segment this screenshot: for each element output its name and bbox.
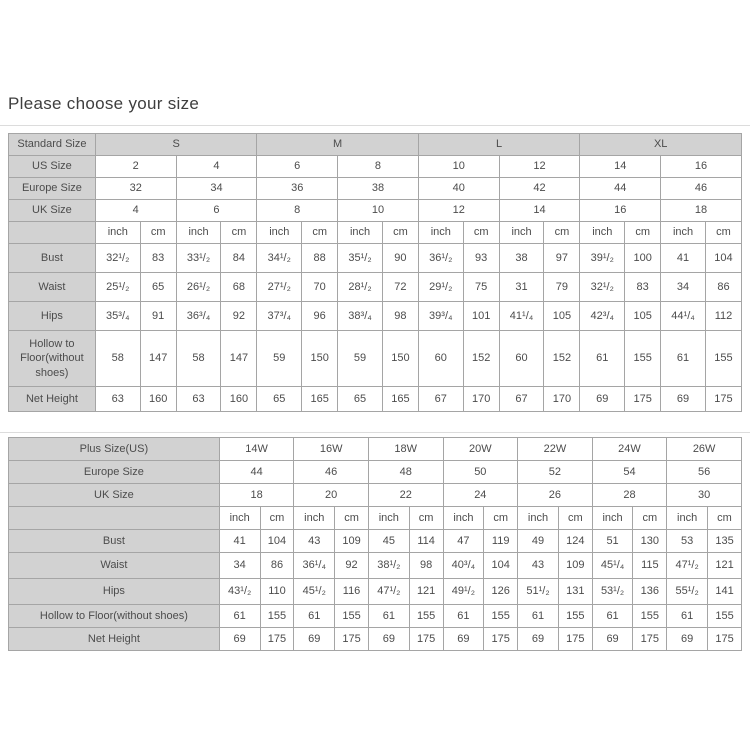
measure-cell: 121	[708, 553, 742, 579]
unit-cell: inch	[443, 507, 484, 530]
measure-cell: 69	[661, 387, 706, 412]
size-row	[9, 438, 742, 461]
unit-cell: inch	[257, 222, 302, 244]
measure-cell: 98	[409, 553, 443, 579]
measure-cell: 38³/₄	[338, 302, 383, 331]
size-value-cell: 42	[499, 178, 580, 200]
size-value-cell: 2	[95, 156, 176, 178]
measure-cell: 90	[382, 244, 418, 273]
unit-cell: cm	[705, 222, 741, 244]
measure-cell: 43¹/₂	[219, 579, 260, 605]
measure-cell: 135	[708, 530, 742, 553]
measure-cell: 60	[418, 331, 463, 387]
unit-cell: inch	[294, 507, 335, 530]
unit-cell: cm	[302, 222, 338, 244]
unit-cell: inch	[176, 222, 221, 244]
measure-cell: 155	[558, 605, 592, 628]
size-value-cell: 4	[95, 200, 176, 222]
size-value-cell: 10	[338, 200, 419, 222]
measure-cell: 65	[257, 387, 302, 412]
row-label: Hips	[9, 302, 96, 331]
measure-cell: 155	[484, 605, 518, 628]
measure-cell: 39³/₄	[418, 302, 463, 331]
measure-cell: 47	[443, 530, 484, 553]
measure-cell: 53	[667, 530, 708, 553]
measure-cell: 45¹/₂	[294, 579, 335, 605]
size-row	[9, 178, 742, 200]
measure-cell: 34¹/₂	[257, 244, 302, 273]
measure-cell: 26¹/₂	[176, 273, 221, 302]
unit-cell: inch	[667, 507, 708, 530]
measure-cell: 35¹/₂	[338, 244, 383, 273]
measure-cell: 28¹/₂	[338, 273, 383, 302]
measure-cell: 100	[625, 244, 661, 273]
measure-cell: 109	[558, 553, 592, 579]
measure-row	[9, 553, 742, 579]
measure-cell: 119	[484, 530, 518, 553]
measure-cell: 38¹/₂	[368, 553, 409, 579]
measure-cell: 130	[633, 530, 667, 553]
measure-cell: 155	[633, 605, 667, 628]
unit-row	[9, 222, 742, 244]
measure-cell: 33¹/₂	[176, 244, 221, 273]
measure-cell: 112	[705, 302, 741, 331]
size-value-cell: 8	[338, 156, 419, 178]
measure-cell: 165	[382, 387, 418, 412]
measure-cell: 88	[302, 244, 338, 273]
separator-line-2	[0, 432, 750, 433]
measure-cell: 165	[302, 387, 338, 412]
size-group-cell: M	[257, 134, 419, 156]
row-label: Europe Size	[9, 461, 220, 484]
measure-cell: 121	[409, 579, 443, 605]
separator-line	[0, 125, 750, 126]
unit-row-label-cell	[9, 222, 96, 244]
measure-cell: 25¹/₂	[95, 273, 140, 302]
measure-cell: 105	[544, 302, 580, 331]
measure-cell: 65	[140, 273, 176, 302]
size-value-cell: 56	[667, 461, 742, 484]
measure-cell: 126	[484, 579, 518, 605]
unit-cell: cm	[463, 222, 499, 244]
size-value-cell: 38	[338, 178, 419, 200]
size-value-cell: 16	[661, 156, 742, 178]
measure-cell: 40³/₄	[443, 553, 484, 579]
measure-cell: 38	[499, 244, 544, 273]
row-label: US Size	[9, 156, 96, 178]
measure-cell: 114	[409, 530, 443, 553]
measure-cell: 36¹/₄	[294, 553, 335, 579]
measure-cell: 155	[625, 331, 661, 387]
page-title: Please choose your size	[8, 94, 200, 113]
unit-cell: inch	[418, 222, 463, 244]
measure-cell: 92	[221, 302, 257, 331]
measure-cell: 67	[499, 387, 544, 412]
measure-cell: 58	[95, 331, 140, 387]
measure-cell: 45	[368, 530, 409, 553]
size-value-cell: 26	[518, 484, 593, 507]
measure-cell: 67	[418, 387, 463, 412]
measure-cell: 61	[661, 331, 706, 387]
measure-cell: 37³/₄	[257, 302, 302, 331]
measure-cell: 61	[219, 605, 260, 628]
measure-row	[9, 273, 742, 302]
measure-cell: 115	[633, 553, 667, 579]
size-group-cell: S	[95, 134, 257, 156]
measure-cell: 101	[463, 302, 499, 331]
measure-cell: 59	[338, 331, 383, 387]
measure-cell: 175	[708, 628, 742, 651]
measure-cell: 75	[463, 273, 499, 302]
unit-cell: inch	[95, 222, 140, 244]
measure-cell: 43	[294, 530, 335, 553]
size-value-cell: 20	[294, 484, 369, 507]
measure-cell: 105	[625, 302, 661, 331]
measure-cell: 69	[518, 628, 559, 651]
size-row	[9, 200, 742, 222]
row-label: Waist	[9, 273, 96, 302]
row-label: Waist	[9, 553, 220, 579]
size-row	[9, 156, 742, 178]
measure-cell: 68	[221, 273, 257, 302]
size-value-cell: 28	[592, 484, 667, 507]
row-label: UK Size	[9, 484, 220, 507]
measure-cell: 61	[368, 605, 409, 628]
measure-cell: 131	[558, 579, 592, 605]
measure-cell: 61	[667, 605, 708, 628]
measure-cell: 175	[260, 628, 294, 651]
size-row	[9, 484, 742, 507]
unit-cell: inch	[499, 222, 544, 244]
measure-cell: 31	[499, 273, 544, 302]
unit-cell: inch	[580, 222, 625, 244]
size-value-cell: 22	[368, 484, 443, 507]
measure-row	[9, 244, 742, 273]
measure-cell: 69	[592, 628, 633, 651]
measure-cell: 69	[667, 628, 708, 651]
row-label: Hips	[9, 579, 220, 605]
row-label: Bust	[9, 530, 220, 553]
standard-size-table	[8, 133, 742, 412]
measure-cell: 36¹/₂	[418, 244, 463, 273]
measure-cell: 70	[302, 273, 338, 302]
unit-cell: inch	[518, 507, 559, 530]
measure-cell: 59	[257, 331, 302, 387]
size-value-cell: 12	[418, 200, 499, 222]
measure-cell: 61	[518, 605, 559, 628]
measure-cell: 49¹/₂	[443, 579, 484, 605]
unit-cell: inch	[661, 222, 706, 244]
measure-cell: 86	[260, 553, 294, 579]
measure-cell: 60	[499, 331, 544, 387]
measure-cell: 175	[705, 387, 741, 412]
size-row	[9, 461, 742, 484]
size-value-cell: 46	[294, 461, 369, 484]
measure-cell: 175	[633, 628, 667, 651]
size-value-cell: 36	[257, 178, 338, 200]
size-value-cell: 40	[418, 178, 499, 200]
size-value-cell: 52	[518, 461, 593, 484]
measure-cell: 136	[633, 579, 667, 605]
measure-cell: 69	[219, 628, 260, 651]
measure-cell: 155	[708, 605, 742, 628]
size-value-cell: 24	[443, 484, 518, 507]
row-label: UK Size	[9, 200, 96, 222]
measure-cell: 55¹/₂	[667, 579, 708, 605]
measure-cell: 104	[705, 244, 741, 273]
size-value-cell: 16W	[294, 438, 369, 461]
measure-cell: 51	[592, 530, 633, 553]
size-value-cell: 12	[499, 156, 580, 178]
measure-cell: 41¹/₄	[499, 302, 544, 331]
unit-cell: cm	[260, 507, 294, 530]
unit-cell: cm	[633, 507, 667, 530]
measure-cell: 97	[544, 244, 580, 273]
size-value-cell: 20W	[443, 438, 518, 461]
measure-cell: 91	[140, 302, 176, 331]
unit-cell: inch	[592, 507, 633, 530]
unit-cell: cm	[382, 222, 418, 244]
measure-cell: 124	[558, 530, 592, 553]
measure-cell: 116	[335, 579, 369, 605]
measure-cell: 45¹/₄	[592, 553, 633, 579]
measure-cell: 104	[260, 530, 294, 553]
measure-cell: 109	[335, 530, 369, 553]
measure-cell: 34	[219, 553, 260, 579]
unit-cell: cm	[335, 507, 369, 530]
size-value-cell: 18	[661, 200, 742, 222]
measure-cell: 61	[580, 331, 625, 387]
measure-cell: 32¹/₂	[95, 244, 140, 273]
measure-row	[9, 579, 742, 605]
measure-cell: 69	[368, 628, 409, 651]
measure-cell: 39¹/₂	[580, 244, 625, 273]
measure-cell: 155	[705, 331, 741, 387]
measure-cell: 170	[463, 387, 499, 412]
size-value-cell: 14	[499, 200, 580, 222]
measure-cell: 98	[382, 302, 418, 331]
measure-cell: 63	[176, 387, 221, 412]
measure-cell: 83	[625, 273, 661, 302]
unit-cell: inch	[368, 507, 409, 530]
measure-cell: 47¹/₂	[368, 579, 409, 605]
size-group-cell: XL	[580, 134, 742, 156]
measure-cell: 155	[409, 605, 443, 628]
unit-row-label-cell	[9, 507, 220, 530]
measure-row	[9, 628, 742, 651]
measure-cell: 160	[221, 387, 257, 412]
size-value-cell: 32	[95, 178, 176, 200]
group-header-label: Standard Size	[9, 134, 96, 156]
unit-cell: cm	[544, 222, 580, 244]
size-value-cell: 6	[176, 200, 257, 222]
measure-cell: 69	[294, 628, 335, 651]
row-label: Net Height	[9, 387, 96, 412]
measure-cell: 150	[382, 331, 418, 387]
size-group-cell: L	[418, 134, 580, 156]
measure-cell: 51¹/₂	[518, 579, 559, 605]
size-value-cell: 10	[418, 156, 499, 178]
size-value-cell: 18W	[368, 438, 443, 461]
row-label: Plus Size(US)	[9, 438, 220, 461]
unit-row	[9, 507, 742, 530]
measure-cell: 61	[294, 605, 335, 628]
unit-cell: cm	[409, 507, 443, 530]
size-value-cell: 44	[580, 178, 661, 200]
measure-cell: 42³/₄	[580, 302, 625, 331]
unit-cell: inch	[219, 507, 260, 530]
measure-cell: 155	[260, 605, 294, 628]
size-value-cell: 46	[661, 178, 742, 200]
size-value-cell: 22W	[518, 438, 593, 461]
row-label: Hollow to Floor(without shoes)	[9, 605, 220, 628]
row-label: Hollow to Floor(without shoes)	[9, 331, 96, 387]
measure-cell: 175	[409, 628, 443, 651]
measure-cell: 96	[302, 302, 338, 331]
size-value-cell: 18	[219, 484, 294, 507]
measure-cell: 58	[176, 331, 221, 387]
measure-row	[9, 302, 742, 331]
measure-cell: 69	[580, 387, 625, 412]
size-value-cell: 48	[368, 461, 443, 484]
measure-cell: 43	[518, 553, 559, 579]
size-value-cell: 14W	[219, 438, 294, 461]
measure-cell: 27¹/₂	[257, 273, 302, 302]
measure-cell: 61	[592, 605, 633, 628]
measure-cell: 104	[484, 553, 518, 579]
size-value-cell: 54	[592, 461, 667, 484]
group-header-row	[9, 134, 742, 156]
measure-cell: 49	[518, 530, 559, 553]
measure-cell: 32¹/₂	[580, 273, 625, 302]
unit-cell: cm	[221, 222, 257, 244]
measure-cell: 47¹/₂	[667, 553, 708, 579]
measure-cell: 175	[484, 628, 518, 651]
size-value-cell: 14	[580, 156, 661, 178]
plus-size-table	[8, 437, 742, 651]
size-value-cell: 4	[176, 156, 257, 178]
measure-row	[9, 605, 742, 628]
measure-cell: 170	[544, 387, 580, 412]
measure-cell: 160	[140, 387, 176, 412]
measure-cell: 152	[544, 331, 580, 387]
unit-cell: cm	[484, 507, 518, 530]
measure-cell: 92	[335, 553, 369, 579]
measure-cell: 150	[302, 331, 338, 387]
measure-cell: 175	[625, 387, 661, 412]
measure-cell: 34	[661, 273, 706, 302]
row-label: Europe Size	[9, 178, 96, 200]
measure-cell: 86	[705, 273, 741, 302]
measure-cell: 175	[335, 628, 369, 651]
size-value-cell: 16	[580, 200, 661, 222]
size-value-cell: 30	[667, 484, 742, 507]
size-value-cell: 44	[219, 461, 294, 484]
measure-cell: 141	[708, 579, 742, 605]
measure-cell: 83	[140, 244, 176, 273]
measure-cell: 93	[463, 244, 499, 273]
row-label: Bust	[9, 244, 96, 273]
measure-cell: 65	[338, 387, 383, 412]
measure-cell: 36³/₄	[176, 302, 221, 331]
measure-cell: 44¹/₄	[661, 302, 706, 331]
row-label: Net Height	[9, 628, 220, 651]
measure-cell: 175	[558, 628, 592, 651]
unit-cell: cm	[708, 507, 742, 530]
size-value-cell: 24W	[592, 438, 667, 461]
size-value-cell: 50	[443, 461, 518, 484]
unit-cell: inch	[338, 222, 383, 244]
measure-cell: 41	[661, 244, 706, 273]
size-value-cell: 34	[176, 178, 257, 200]
measure-row	[9, 530, 742, 553]
unit-cell: cm	[625, 222, 661, 244]
measure-cell: 35³/₄	[95, 302, 140, 331]
measure-cell: 147	[140, 331, 176, 387]
measure-cell: 53¹/₂	[592, 579, 633, 605]
unit-cell: cm	[140, 222, 176, 244]
measure-cell: 41	[219, 530, 260, 553]
size-value-cell: 8	[257, 200, 338, 222]
measure-row	[9, 331, 742, 387]
measure-cell: 152	[463, 331, 499, 387]
measure-cell: 84	[221, 244, 257, 273]
unit-cell: cm	[558, 507, 592, 530]
measure-cell: 29¹/₂	[418, 273, 463, 302]
measure-cell: 61	[443, 605, 484, 628]
measure-row	[9, 387, 742, 412]
measure-cell: 63	[95, 387, 140, 412]
measure-cell: 110	[260, 579, 294, 605]
measure-cell: 69	[443, 628, 484, 651]
measure-cell: 155	[335, 605, 369, 628]
measure-cell: 147	[221, 331, 257, 387]
measure-cell: 72	[382, 273, 418, 302]
measure-cell: 79	[544, 273, 580, 302]
size-value-cell: 26W	[667, 438, 742, 461]
size-value-cell: 6	[257, 156, 338, 178]
